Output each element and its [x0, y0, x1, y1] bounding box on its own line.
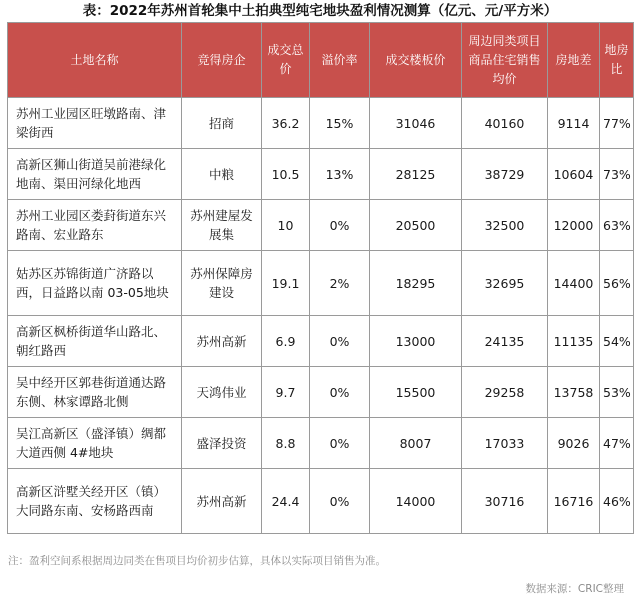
- cell-nearby-avg-price: 29258: [462, 367, 548, 418]
- cell-total-price: 8.8: [262, 418, 310, 469]
- data-source: 数据来源：CRIC整理: [525, 583, 624, 595]
- cell-company: 中粮: [182, 149, 262, 200]
- cell-floor-price: 18295: [370, 251, 462, 316]
- cell-price-difference: 10604: [548, 149, 600, 200]
- cell-premium-rate: 15%: [310, 98, 370, 149]
- cell-premium-rate: 2%: [310, 251, 370, 316]
- cell-land-name: 苏州工业园区娄葑街道东兴路南、宏业路东: [8, 200, 182, 251]
- cell-total-price: 9.7: [262, 367, 310, 418]
- page-title: 表：2022年苏州首轮集中土拍典型纯宅地块盈利情况测算（亿元、元/平方米）: [82, 3, 558, 19]
- cell-land-name: 苏州工业园区旺墩路南、津梁街西: [8, 98, 182, 149]
- table-row: [8, 367, 634, 418]
- cell-price-difference: 11135: [548, 316, 600, 367]
- footnote: 注：盈利空间系根据周边同类在售项目均价初步估算，具体以实际项目销售为准。: [8, 555, 386, 567]
- cell-land-house-ratio: 47%: [600, 418, 634, 469]
- cell-price-difference: 9026: [548, 418, 600, 469]
- header-floor-price: 成交楼板价: [370, 23, 462, 98]
- table-row: [8, 98, 634, 149]
- header-land-house-ratio: 地房比: [600, 23, 634, 98]
- cell-floor-price: 14000: [370, 469, 462, 534]
- cell-land-name: 高新区枫桥街道华山路北、朝红路西: [8, 316, 182, 367]
- cell-company: 苏州建屋发展集: [182, 200, 262, 251]
- cell-company: 招商: [182, 98, 262, 149]
- cell-total-price: 10.5: [262, 149, 310, 200]
- cell-premium-rate: 0%: [310, 469, 370, 534]
- cell-nearby-avg-price: 38729: [462, 149, 548, 200]
- cell-land-house-ratio: 77%: [600, 98, 634, 149]
- cell-premium-rate: 0%: [310, 316, 370, 367]
- table-row: [8, 418, 634, 469]
- cell-premium-rate: 0%: [310, 367, 370, 418]
- cell-price-difference: 12000: [548, 200, 600, 251]
- table-body: [8, 98, 634, 534]
- cell-nearby-avg-price: 32695: [462, 251, 548, 316]
- cell-land-house-ratio: 73%: [600, 149, 634, 200]
- table-row: [8, 149, 634, 200]
- cell-premium-rate: 13%: [310, 149, 370, 200]
- header-premium-rate: 溢价率: [310, 23, 370, 98]
- table-row: [8, 469, 634, 534]
- table-row: [8, 200, 634, 251]
- table-row: [8, 316, 634, 367]
- cell-company: 苏州高新: [182, 469, 262, 534]
- header-nearby-avg-price: 周边同类项目商品住宅销售均价: [462, 23, 548, 98]
- cell-land-house-ratio: 46%: [600, 469, 634, 534]
- cell-land-name: 吴中经开区郭巷街道通达路东侧、林家谭路北侧: [8, 367, 182, 418]
- cell-land-house-ratio: 53%: [600, 367, 634, 418]
- header-price-difference: 房地差: [548, 23, 600, 98]
- cell-company: 苏州高新: [182, 316, 262, 367]
- cell-floor-price: 28125: [370, 149, 462, 200]
- land-profit-table: [7, 22, 634, 534]
- cell-land-house-ratio: 63%: [600, 200, 634, 251]
- cell-land-house-ratio: 56%: [600, 251, 634, 316]
- cell-total-price: 36.2: [262, 98, 310, 149]
- cell-total-price: 6.9: [262, 316, 310, 367]
- cell-nearby-avg-price: 40160: [462, 98, 548, 149]
- cell-total-price: 10: [262, 200, 310, 251]
- cell-premium-rate: 0%: [310, 418, 370, 469]
- cell-land-name: 吴江高新区（盛泽镇）绸都大道西侧 4#地块: [8, 418, 182, 469]
- cell-nearby-avg-price: 17033: [462, 418, 548, 469]
- cell-floor-price: 8007: [370, 418, 462, 469]
- cell-premium-rate: 0%: [310, 200, 370, 251]
- table-row: [8, 251, 634, 316]
- cell-land-name: 高新区狮山街道吴前港绿化地南、渠田河绿化地西: [8, 149, 182, 200]
- cell-price-difference: 13758: [548, 367, 600, 418]
- cell-floor-price: 13000: [370, 316, 462, 367]
- cell-floor-price: 15500: [370, 367, 462, 418]
- cell-land-name: 高新区浒墅关经开区（镇）大同路东南、安杨路西南: [8, 469, 182, 534]
- cell-land-name: 姑苏区苏锦街道广济路以西，日益路以南 03-05地块: [8, 251, 182, 316]
- cell-floor-price: 31046: [370, 98, 462, 149]
- cell-floor-price: 20500: [370, 200, 462, 251]
- cell-price-difference: 16716: [548, 469, 600, 534]
- cell-total-price: 24.4: [262, 469, 310, 534]
- table-header-row: [8, 23, 634, 98]
- cell-nearby-avg-price: 24135: [462, 316, 548, 367]
- cell-nearby-avg-price: 32500: [462, 200, 548, 251]
- cell-price-difference: 14400: [548, 251, 600, 316]
- cell-company: 苏州保障房建设: [182, 251, 262, 316]
- header-land-name: 土地名称: [8, 23, 182, 98]
- cell-land-house-ratio: 54%: [600, 316, 634, 367]
- cell-company: 天鸿伟业: [182, 367, 262, 418]
- header-company: 竞得房企: [182, 23, 262, 98]
- cell-nearby-avg-price: 30716: [462, 469, 548, 534]
- cell-company: 盛泽投资: [182, 418, 262, 469]
- header-total-price: 成交总价: [262, 23, 310, 98]
- cell-total-price: 19.1: [262, 251, 310, 316]
- cell-price-difference: 9114: [548, 98, 600, 149]
